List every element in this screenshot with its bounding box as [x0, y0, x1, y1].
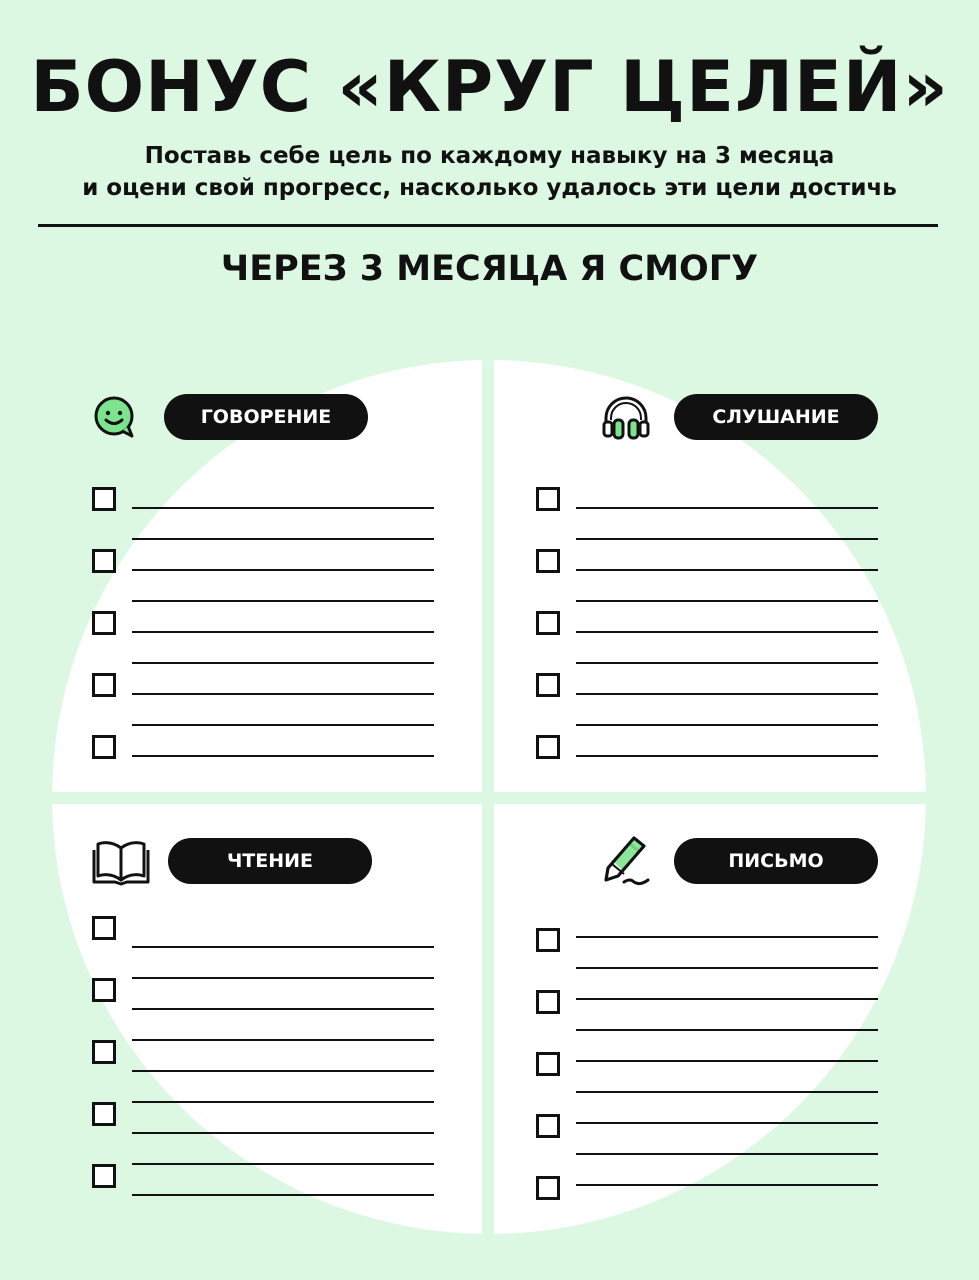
- goal-line[interactable]: [132, 507, 434, 509]
- speech-bubble-smile-icon: [92, 394, 140, 446]
- goal-line[interactable]: [576, 693, 878, 695]
- goal-checkbox[interactable]: [92, 611, 116, 635]
- goal-line[interactable]: [132, 755, 434, 757]
- goal-line[interactable]: [132, 662, 434, 664]
- skill-label-speaking: ГОВОРЕНИЕ: [164, 394, 368, 440]
- goal-line[interactable]: [132, 1163, 434, 1165]
- goal-line[interactable]: [132, 1039, 434, 1041]
- horizontal-divider: [52, 792, 926, 804]
- goal-checkbox[interactable]: [536, 1052, 560, 1076]
- goal-line[interactable]: [576, 1091, 878, 1093]
- goal-line[interactable]: [576, 507, 878, 509]
- goal-checkbox[interactable]: [536, 1176, 560, 1200]
- goal-line[interactable]: [576, 1184, 878, 1186]
- goal-line[interactable]: [576, 1060, 878, 1062]
- section-title: ЧЕРЕЗ 3 МЕСЯЦА Я СМОГУ: [220, 249, 759, 289]
- goal-line[interactable]: [576, 1029, 878, 1031]
- goal-line[interactable]: [132, 724, 434, 726]
- subtitle: [0, 140, 979, 204]
- goal-checkbox[interactable]: [536, 673, 560, 697]
- goal-checkbox[interactable]: [536, 928, 560, 952]
- goal-line[interactable]: [576, 538, 878, 540]
- goal-line[interactable]: [132, 1101, 434, 1103]
- goal-line[interactable]: [576, 1122, 878, 1124]
- subtitle-line-1: Поставь себе цель по каждому навыку на 3 месяца: [144, 143, 835, 169]
- goal-checkbox[interactable]: [92, 487, 116, 511]
- goal-line[interactable]: [132, 538, 434, 540]
- headphones-icon: [600, 394, 652, 446]
- goal-line[interactable]: [132, 1132, 434, 1134]
- goal-checkbox[interactable]: [536, 1114, 560, 1138]
- goal-checkbox[interactable]: [92, 978, 116, 1002]
- goal-line[interactable]: [576, 936, 878, 938]
- goal-line[interactable]: [576, 600, 878, 602]
- goal-line[interactable]: [576, 724, 878, 726]
- goal-checkbox[interactable]: [536, 990, 560, 1014]
- goal-checkbox[interactable]: [536, 487, 560, 511]
- goal-checkbox[interactable]: [536, 611, 560, 635]
- goal-checkbox[interactable]: [536, 735, 560, 759]
- goal-line[interactable]: [132, 1070, 434, 1072]
- goal-checkbox[interactable]: [92, 916, 116, 940]
- goal-line[interactable]: [132, 600, 434, 602]
- goal-checkbox[interactable]: [92, 1040, 116, 1064]
- goal-line[interactable]: [576, 967, 878, 969]
- goal-line[interactable]: [576, 998, 878, 1000]
- skill-label-reading: ЧТЕНИЕ: [168, 838, 372, 884]
- goal-checkbox[interactable]: [92, 1102, 116, 1126]
- goal-checkbox[interactable]: [92, 1164, 116, 1188]
- goal-line[interactable]: [576, 755, 878, 757]
- goal-line[interactable]: [576, 631, 878, 633]
- goal-line[interactable]: [132, 631, 434, 633]
- goal-checkbox[interactable]: [92, 673, 116, 697]
- pen-icon: [600, 834, 652, 890]
- goal-checkbox[interactable]: [536, 549, 560, 573]
- page-title: БОНУС «КРУГ ЦЕЛЕЙ»: [30, 46, 949, 128]
- goal-line[interactable]: [132, 1008, 434, 1010]
- goal-line[interactable]: [132, 1194, 434, 1196]
- goal-line[interactable]: [576, 662, 878, 664]
- goal-line[interactable]: [132, 693, 434, 695]
- subtitle-line-2: и оцени свой прогресс, насколько удалось эти цели достичь: [82, 175, 897, 201]
- divider: [38, 224, 938, 227]
- goal-line[interactable]: [132, 946, 434, 948]
- goal-line[interactable]: [576, 569, 878, 571]
- goal-checkbox[interactable]: [92, 549, 116, 573]
- goal-line[interactable]: [576, 1153, 878, 1155]
- goal-line[interactable]: [132, 977, 434, 979]
- open-book-icon: [92, 836, 150, 890]
- skill-label-listening: СЛУШАНИЕ: [674, 394, 878, 440]
- goal-line[interactable]: [132, 569, 434, 571]
- skill-label-writing: ПИСЬМО: [674, 838, 878, 884]
- goal-checkbox[interactable]: [92, 735, 116, 759]
